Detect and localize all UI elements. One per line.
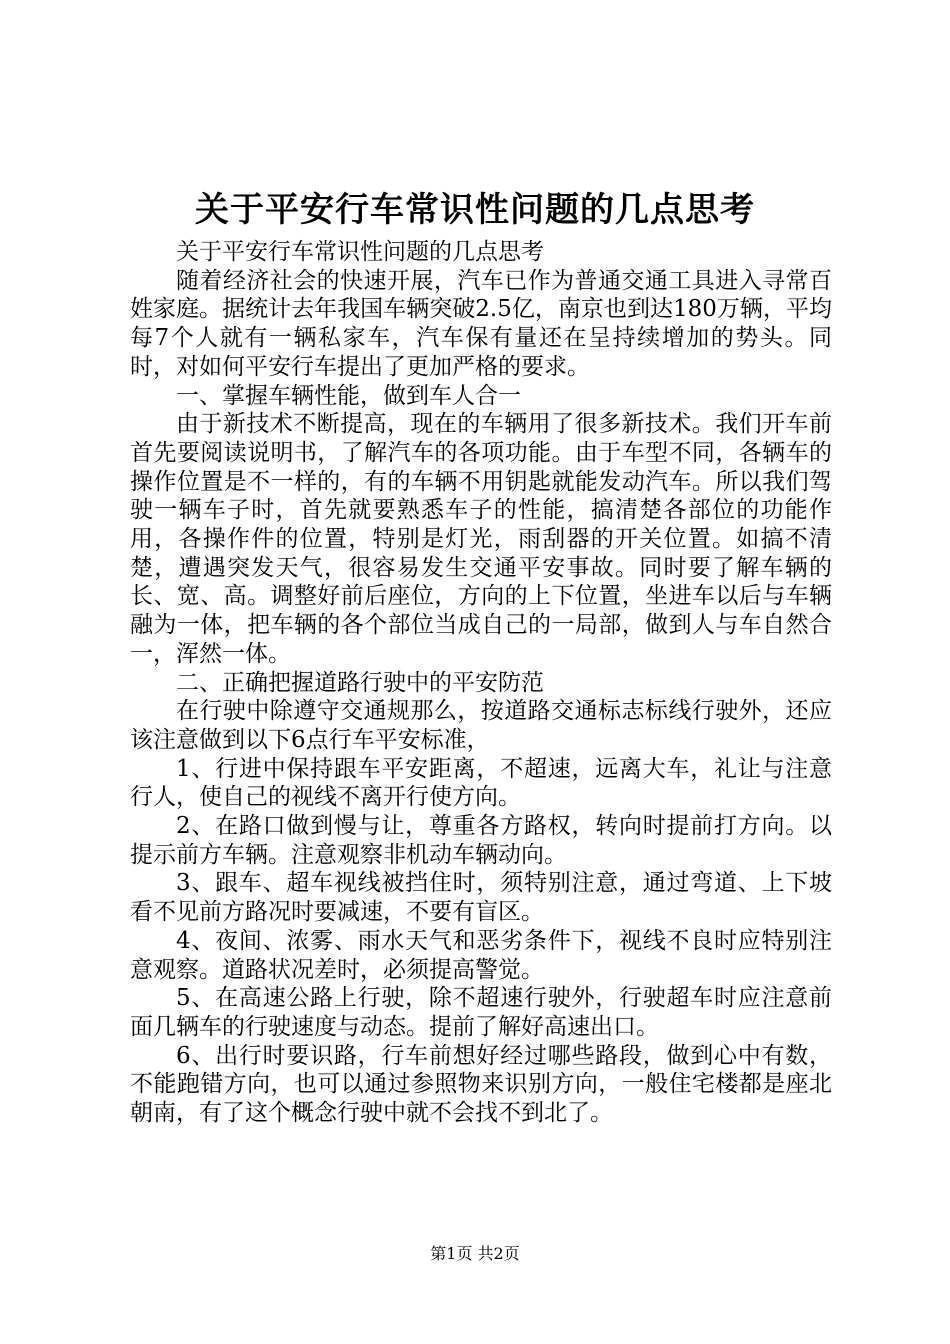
paragraph-section-1: 由于新技术不断提高，现在的车辆用了很多新技术。我们开车前首先要阅读说明书，了解汽车的各项功能。由于车型不同，各辆车的操作位置是不一样的，有的车辆不用钥匙就能发动汽车。所以我们驾驶一辆车子时，首先就要熟悉车子的性能，搞清楚各部位的功能作用，各操作件的位置，特别是灯光，雨刮器的开关位置。如搞不清楚，遭遇突发天气，很容易发生交通平安事故。同时要了解车辆的长、宽、高。调整好前后座位，方向的上下位置，坐进车以后与车辆融为一体，把车辆的各个部位当成自己的一局部，做到人与车自然合一，浑然一体。 xyxy=(130,411,832,667)
list-item-4: 4、夜间、浓雾、雨水天气和恶劣条件下，视线不良时应特别注意观察。道路状况差时，必须提高警觉。 xyxy=(130,927,832,983)
paragraph-subtitle: 关于平安行车常识性问题的几点思考 xyxy=(176,239,544,265)
list-item-1: 1、行进中保持跟车平安距离，不超速，远离大车，礼让与注意行人，使自己的视线不离开行使方向。 xyxy=(130,755,832,811)
document-body xyxy=(130,238,832,1128)
page-number-footer: 第1页 共2页 xyxy=(430,1244,520,1263)
list-item-3: 3、跟车、超车视线被挡住时，须特别注意，通过弯道、上下坡看不见前方路况时要减速，不要有盲区。 xyxy=(130,870,832,926)
document-title: 关于平安行车常识性问题的几点思考 xyxy=(195,190,755,230)
paragraph-section-2-intro: 在行驶中除遵守交通规那么，按道路交通标志标线行驶外，还应该注意做到以下6点行车平安标准， xyxy=(130,698,832,753)
list-item-6: 6、出行时要识路，行车前想好经过哪些路段，做到心中有数，不能跑错方向，也可以通过参照物来识别方向，一般住宅楼都是座北朝南，有了这个概念行驶中就不会找不到北了。 xyxy=(130,1042,832,1127)
list-item-5: 5、在高速公路上行驶，除不超速行驶外，行驶超车时应注意前面几辆车的行驶速度与动态。提前了解好高速出口。 xyxy=(130,985,832,1040)
list-item-2: 2、在路口做到慢与让，尊重各方路权，转向时提前打方向。以提示前方车辆。注意观察非机动车辆动向。 xyxy=(130,813,832,868)
section-heading-1: 一、掌握车辆性能，做到车人合一 xyxy=(176,382,521,409)
section-heading-2: 二、正确把握道路行驶中的平安防范 xyxy=(176,669,544,696)
paragraph-intro: 随着经济社会的快速开展，汽车已作为普通交通工具进入寻常百姓家庭。据统计去年我国车辆突破2.5亿，南京也到达180万辆，平均每7个人就有一辆私家车，汽车保有量还在呈持续增加的势头。同时，对如何平安行车提出了更加严格的要求。 xyxy=(130,267,832,380)
